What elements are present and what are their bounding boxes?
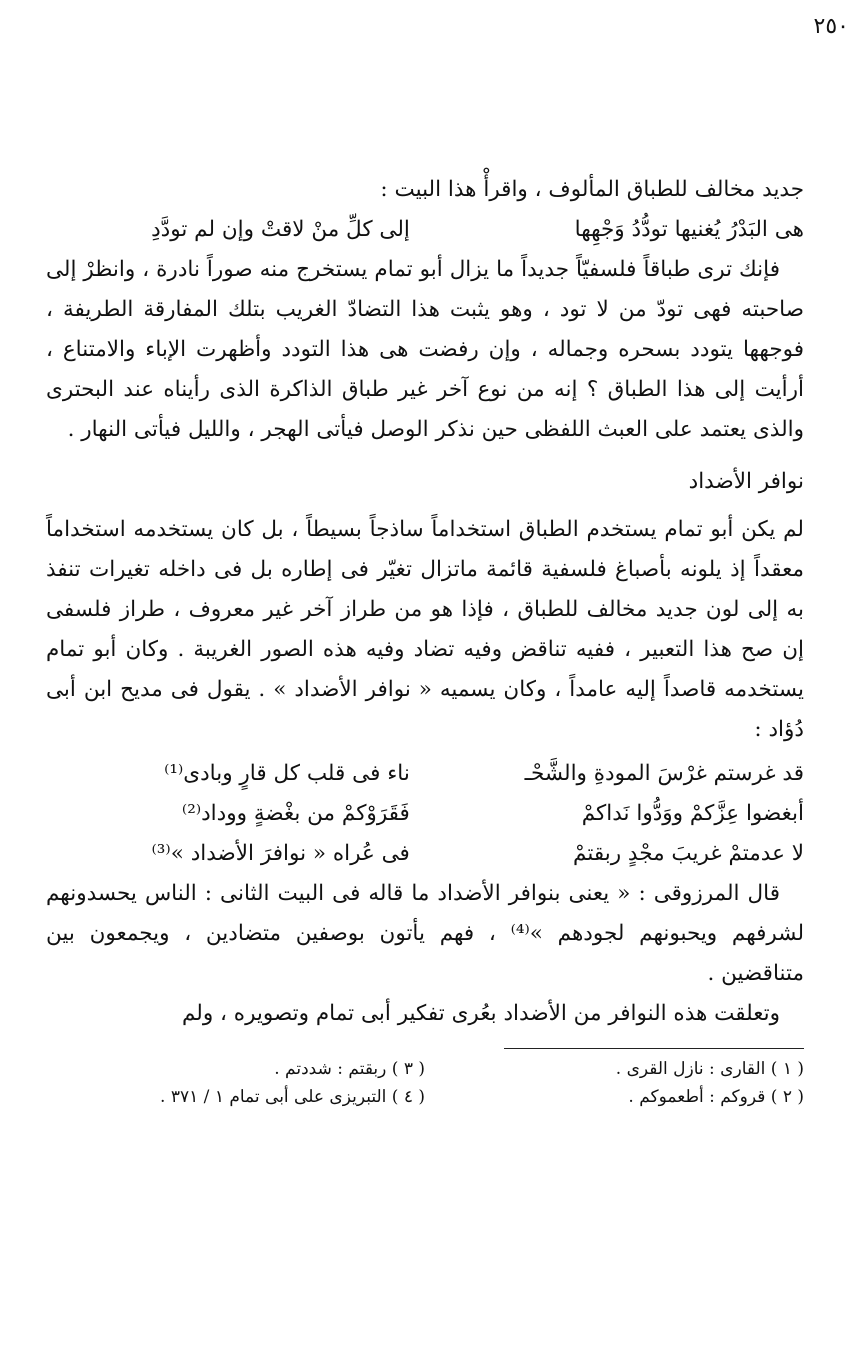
- verse-2-first-hemistich: قد غرستم غرْسَ المودةِ والشَّحْـ: [524, 761, 804, 786]
- page-number: ٢٥٠: [813, 14, 849, 39]
- footnote-1: ( ١ ) القارى : نازل القرى .: [615, 1059, 804, 1079]
- verse-1-first-hemistich: هى البَدْرُ يُغنيها تودُّدُ وَجْهِها: [574, 217, 804, 242]
- page-body: [46, 110, 804, 1111]
- verse-1: [46, 210, 804, 250]
- verse-1-second-hemistich: إلى كلِّ منْ لاقتْ وإن لم تودَّدِ: [151, 217, 410, 242]
- verse-3-second-hemistich: فَقَرَوْكمْ من بغْضةٍ ووداد⁽²⁾: [181, 801, 410, 826]
- section-heading: نوافر الأضداد: [688, 469, 804, 494]
- footnotes: [46, 1055, 804, 1111]
- paragraph-1: جديد مخالف للطباق المألوف ، واقرأْ هذا البيت :: [380, 177, 804, 202]
- footnote-3: ( ٣ ) ربقتم : شددتم .: [274, 1059, 425, 1079]
- verse-2-second-hemistich: ناء فى قلب كل قارٍ وبادى⁽¹⁾: [164, 761, 410, 786]
- verse-4: [46, 834, 804, 874]
- paragraph-3: لم يكن أبو تمام يستخدم الطباق استخداماً ساذجاً بسيطاً ، بل كان يستخدمه استخداماً معقداً إذ يلونه بأصباغ فلسفية قائمة ماتزال تغيّر فى إطاره بل فى داخله تغيرات تنفذ به إلى لون جديد مخالف للطباق ، فإذا هو من طراز آخر غير معروف ، طراز فلسفى إن صح هذا التعبير ، ففيه تناقض وفيه تضاد وفيه هذه الصور الغريبة . وكان أبو تمام يستخدمه قاصداً إليه عامداً ، وكان يسميه « نوافر الأضداد » . يقول فى مديح ابن أبى دُؤاد :: [46, 517, 804, 742]
- verse-2: [46, 754, 804, 794]
- verse-4-second-hemistich: فى عُراه « نوافرَ الأضداد »⁽³⁾: [151, 841, 410, 866]
- footnote-divider: [504, 1048, 804, 1049]
- verse-4-first-hemistich: لا عدمتمْ غريبَ مجْدٍ ربقتمْ: [573, 841, 804, 866]
- verse-3-first-hemistich: أبغضوا عِزَّكمْ ووَدُّوا نَداكمْ: [581, 801, 804, 826]
- footnote-4: ( ٤ ) التبريزى على أبى تمام ١ / ٣٧١ .: [160, 1087, 425, 1107]
- paragraph-5: وتعلقت هذه النوافر من الأضداد بعُرى تفكير أبى تمام وتصويره ، ولم: [181, 1001, 780, 1026]
- footnotes-column-right: [425, 1055, 804, 1111]
- footnotes-column-left: [46, 1055, 425, 1111]
- paragraph-4: قال المرزوقى : « يعنى بنوافر الأضداد ما قاله فى البيت الثانى : الناس يحسدونهم لشرفهم ويحبونهم لجودهم »⁽⁴⁾ ، فهم يأتون بوصفين متضادين ، ويجمعون بين متناقضين .: [46, 881, 805, 986]
- footnote-2: ( ٢ ) قروكم : أطعموكم .: [628, 1087, 804, 1107]
- verse-3: [46, 794, 804, 834]
- paragraph-2: فإنك ترى طباقاً فلسفيّاً جديداً ما يزال أبو تمام يستخرج منه صوراً نادرة ، وانظرْ إلى صاحبته فهى تودّ من لا تود ، وهو يثبت هذا التضادّ الغريب بتلك المفارقة الطريفة ، فوجهها يتودد بسحره وجماله ، وإن رفضت هى هذا التودد وأظهرت الإباء والامتناع ، أرأيت إلى هذا الطباق ؟ إنه من نوع آخر غير طباق الذاكرة الذى رأيناه عند البحترى والذى يعتمد على العبث اللفظى حين نذكر الوصل فيأتى الهجر ، والليل فيأتى النهار .: [46, 257, 804, 442]
